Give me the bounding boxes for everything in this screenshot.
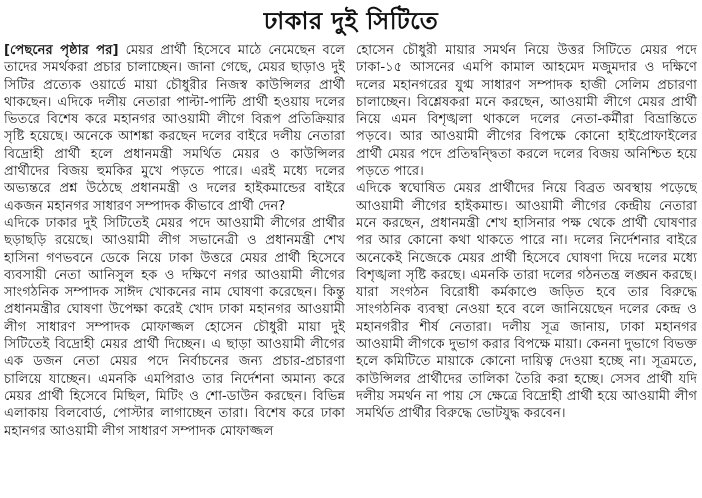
right-column xyxy=(356,42,697,494)
left-paragraph-2: এদিকে ঢাকার দুই সিটিতেই মেয়র পদে আওয়ামী লীগের প্রার্থীর ছড়াছড়ি রয়েছে। আওয়ামী লীগ সভানেত্রী ও প্রধানমন্ত্রী শেখ হাসিনা গণভবনে ডেকে নিয়ে ঢাকা উত্তরে মেয়র প্রার্থী হিসেবে ব্যবসায়ী নেতা আনিসুল হক ও দক্ষিণে নগর আওয়ামী লীগের সাংগঠনিক সম্পাদক সাঈদ খোকনের নাম ঘোষণা করেছেন। কিন্তু প্রধানমন্ত্রীর ঘোষণা উপেক্ষা করেই খোদ ঢাকা মহানগর আওয়ামী লীগ সাধারণ সম্পাদক মোফাজ্জল হোসেন চৌধুরী মায়া দুই সিটিতেই বিদ্রোহী মেয়র প্রার্থী দিচ্ছেন। এ ছাড়া আওয়ামী লীগের এক ডজন নেতা মেয়র পদে নির্বাচনের জন্য প্রচার-প্রচারণা চালিয়ে যাচ্ছেন। এমনকি এমপিরাও তার নির্দেশনা অমান্য করে মেয়র প্রার্থী হিসেবে মিছিল, মিটিং ও শো-ডাউন করছেন। বিভিন্ন এলাকায় বিলবোর্ড, পোস্টার লাগাচ্ছেন তারা। বিশেষ করে ঢাকা মহানগর আওয়ামী লীগ সাধারণ সম্পাদক মোফাজ্জল xyxy=(4,215,345,439)
right-paragraph-2: এদিকে স্বঘোষিত মেয়র প্রার্থীদের নিয়ে বিব্রত অবস্থায় পড়েছে আওয়ামী লীগের হাইকমান্ড। আওয়ামী লীগের কেন্দ্রীয় নেতারা মনে করছেন, প্রধানমন্ত্রী শেখ হাসিনার পক্ষ থেকে প্রার্থী ঘোষণার পর আর কোনো কথা থাকতে পারে না। দলের নির্দেশনার বাইরে অনেকেই নিজেকে মেয়র প্রার্থী হিসেবে ঘোষণা দিয়ে দলের মধ্যে বিশৃঙ্খলা সৃষ্টি করছে। এমনকি তারা দলের গঠনতন্ত্র লঙ্ঘন করছে। যারা সংগঠন বিরোধী কর্মকাণ্ডে জড়িত হবে তার বিরুদ্ধে সাংগঠনিক ব্যবস্থা নেওয়া হবে বলে জানিয়েছেন দলের কেন্দ্র ও মহানগরীর শীর্ষ নেতারা। দলীয় সূত্র জানায়, ঢাকা মহানগর আওয়ামী লীগকে দুভাগ করার বিপক্ষে মায়া। কেননা দুভাগে বিভক্ত হলে কমিটিতে মায়াকে কোনো দায়িত্ব দেওয়া হচ্ছে না। সূত্রমতে, কাউন্সিলর প্রার্থীদের তালিকা তৈরি করা হচ্ছে। সেসব প্রার্থী যদি দলীয় সমর্থন না পায় সে ক্ষেত্রে বিদ্রোহী প্রার্থী হয়ে আওয়ামী লীগ সমর্থিত প্রার্থীর বিরুদ্ধে ভোটযুদ্ধ করবেন। xyxy=(356,181,697,422)
continued-from-label: [পেছনের পৃষ্ঠার পর] xyxy=(4,43,119,58)
left-paragraph-1-text: মেয়র প্রার্থী হিসেবে মাঠে নেমেছেন বলে তাদের সমর্থকরা প্রচার চালাচ্ছেন। জানা গেছে, মেয়র ছাড়াও দুই সিটির প্রত্যেক ওয়ার্ডে মায়া চৌধুরীর নিজস্ব কাউন্সিলর প্রার্থী থাকছেন। এদিকে দলীয় নেতারা পাল্টা-পাল্টি প্রার্থী হওয়ায় দলের ভিতরে বিশেষ করে মহানগর আওয়ামী লীগে বিরূপ প্রতিক্রিয়ার সৃষ্টি হয়েছে। অনেকে আশঙ্কা করছেন দলের বাইরে দলীয় নেতারা বিদ্রোহী প্রার্থী হলে প্রধানমন্ত্রী সমর্থিত মেয়র ও কাউন্সিলর প্রার্থীদের বিজয় হুমকির মুখে পড়তে পারে। এরই মধ্যে দলের অভ্যন্তরে প্রশ্ন উঠেছে প্রধানমন্ত্রী ও দলের হাইকমান্ডের বাইরে একজন মহানগর সাধারণ সম্পাদক কীভাবে প্রার্থী দেন? xyxy=(4,43,345,214)
article-headline: ঢাকার দুই সিটিতে xyxy=(263,7,439,35)
right-paragraph-1: হোসেন চৌধুরী মায়ার সমর্থন নিয়ে উত্তর সিটিতে মেয়র পদে ঢাকা-১৫ আসনের এমপি কামাল আহমেদ মজুমদার ও দক্ষিণে দলের মহানগরের যুগ্ম সাধারণ সম্পাদক হাজী সেলিম প্রচারণা চালাচ্ছেন। বিশ্লেষকরা মনে করছেন, আওয়ামী লীগে মেয়র প্রার্থী নিয়ে এমন বিশৃঙ্খলা থাকলে দলের নেতা-কর্মীরা বিভ্রান্তিতে পড়বে। আর আওয়ামী লীগের বিপক্ষে কোনো হাইপ্রোফাইলের প্রার্থী মেয়র পদে প্রতিদ্বন্দ্বিতা করলে দলের বিজয় অনিশ্চিত হয়ে পড়তে পারে। xyxy=(356,43,697,180)
left-column xyxy=(4,42,345,494)
left-paragraph-1 xyxy=(4,42,345,215)
